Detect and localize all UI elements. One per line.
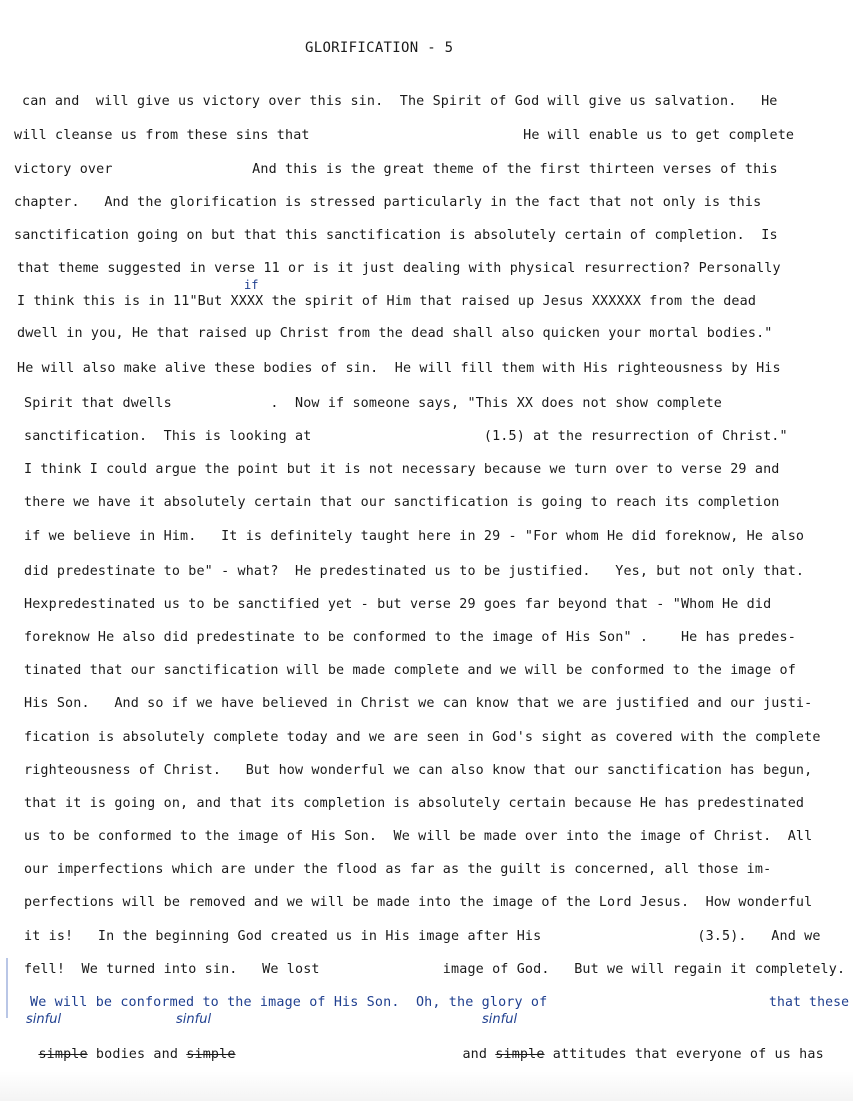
page-title: GLORIFICATION - 5 [305, 40, 454, 56]
text-line: there we have it absolutely certain that our sanctification is going to reach its completion [24, 495, 780, 510]
text-line: righteousness of Christ. But how wonderful we can also know that our sanctification has begun, [24, 763, 813, 778]
blue-ink-line-right: that these [769, 995, 850, 1010]
text-line: Spirit that dwells . Now if someone says, "This XX does not show complete [24, 396, 723, 411]
text-line: dwell in you, He that raised up Christ from the dead shall also quicken your mortal bodies." [17, 326, 773, 341]
last-line-right [446, 1028, 824, 1064]
text-line: victory over And this is the great theme of the first thirteen verses of this [14, 162, 778, 177]
text-line: I think this is in 11"But XXXX the spirit of Him that raised up Jesus XXXXXX from the dead [17, 294, 757, 309]
handwritten-insertion-2: sinful [176, 1012, 212, 1027]
margin-mark [6, 958, 8, 1018]
scan-edge [0, 1071, 853, 1101]
last-line-fragment-1: bodies and [87, 1047, 187, 1062]
struck-word-3: simple [495, 1047, 545, 1062]
text-line: sanctification. This is looking at (1.5) at the resurrection of Christ." [24, 429, 788, 444]
handwritten-insertion-3: sinful [482, 1012, 518, 1027]
last-line-fragment-2: and [462, 1047, 496, 1062]
text-line: Hexpredestinated us to be sanctified yet - but verse 29 goes far beyond that - "Whom He did [24, 597, 772, 612]
text-line: His Son. And so if we have believed in Christ we can know that we are justified and our justi- [24, 696, 813, 711]
last-line-fragment-3: attitudes that everyone of us has [544, 1047, 824, 1062]
text-line: sanctification going on but that this sanctification is absolutely certain of completion. Is [14, 228, 778, 243]
text-line: can and will give us victory over this sin. The Spirit of God will give us salvation. He [22, 94, 778, 109]
struck-word-2: simple [186, 1047, 236, 1062]
text-line: perfections will be removed and we will be made into the image of the Lord Jesus. How wonderful [24, 895, 813, 910]
text-line: fication is absolutely complete today and we are seen in God's sight as covered with the complete [24, 730, 821, 745]
text-line: us to be conformed to the image of His Son. We will be made over into the image of Christ. All [24, 829, 813, 844]
text-line: it is! In the beginning God created us in His image after His (3.5). And we [24, 929, 821, 944]
interlinear-insertion: if [244, 278, 259, 292]
last-line-left [22, 1028, 236, 1064]
struck-word-1: simple [38, 1047, 88, 1062]
text-line: chapter. And the glorification is stressed particularly in the fact that not only is this [14, 195, 762, 210]
blue-ink-line-left: We will be conformed to the image of His Son. Oh, the glory of [30, 995, 548, 1010]
handwritten-insertion-1: sinful [26, 1012, 62, 1027]
text-line: I think I could argue the point but it is not necessary because we turn over to verse 29 and [24, 462, 780, 477]
text-line: did predestinate to be" - what? He predestinated us to be justified. Yes, but not only that. [24, 564, 805, 579]
text-line: our imperfections which are under the flood as far as the guilt is concerned, all those im- [24, 862, 772, 877]
text-line: He will also make alive these bodies of sin. He will fill them with His righteousness by His [17, 361, 781, 376]
text-line: fell! We turned into sin. We lost image of God. But we will regain it completely. [24, 962, 846, 977]
text-line: will cleanse us from these sins that He will enable us to get complete [14, 128, 795, 143]
text-line: if we believe in Him. It is definitely taught here in 29 - "For whom He did foreknow, He also [24, 529, 805, 544]
text-line: tinated that our sanctification will be made complete and we will be conformed to the image of [24, 663, 796, 678]
text-line: that theme suggested in verse 11 or is it just dealing with physical resurrection? Personally [17, 261, 781, 276]
text-line: foreknow He also did predestinate to be conformed to the image of His Son" . He has predes- [24, 630, 796, 645]
text-line: that it is going on, and that its completion is absolutely certain because He has predestinated [24, 796, 805, 811]
